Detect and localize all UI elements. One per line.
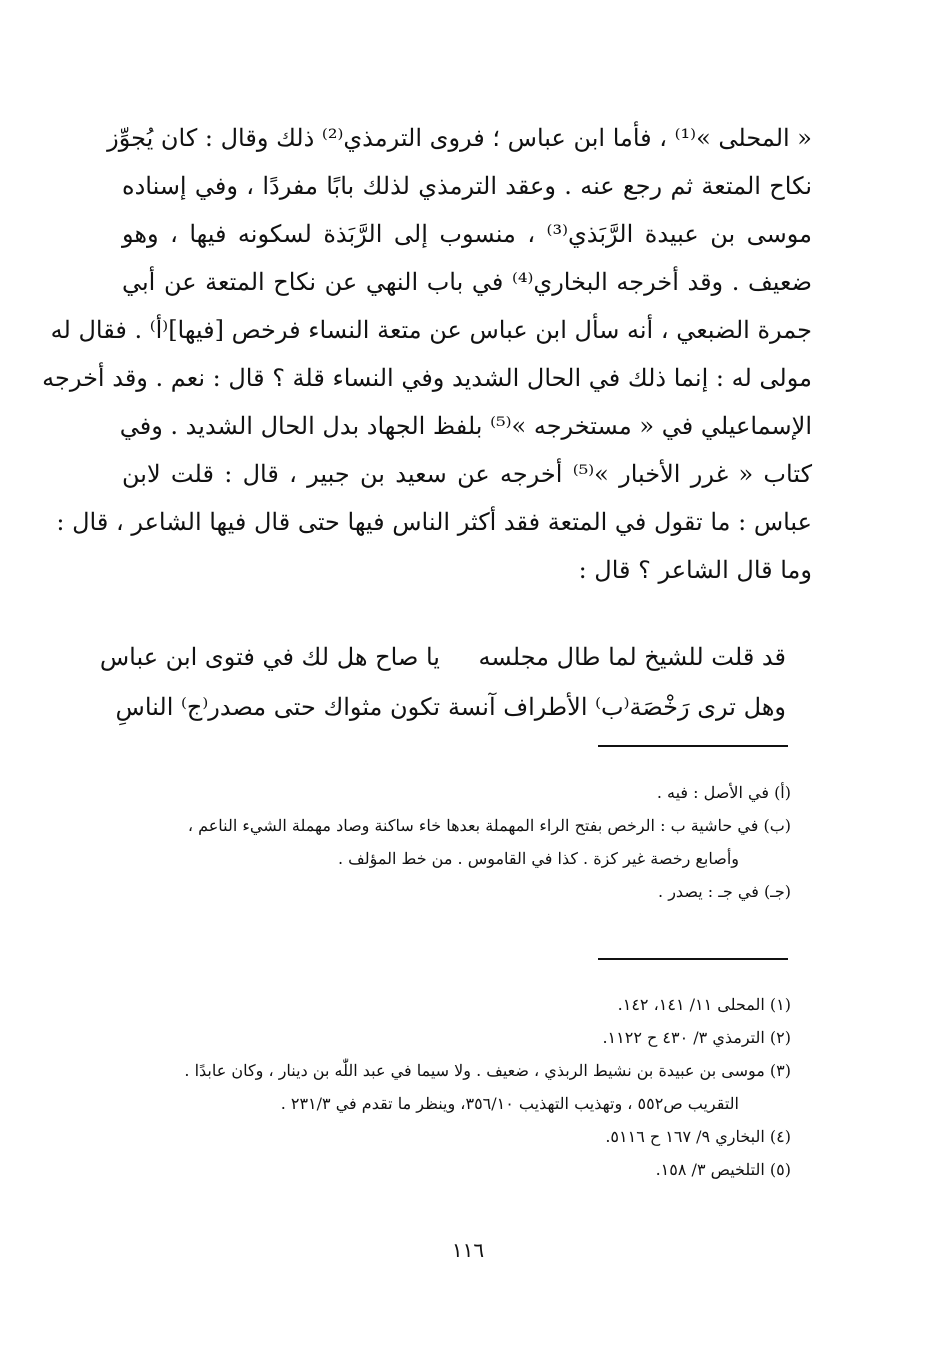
- note-text: (ب) في حاشية ب : الرخص بفتح الراء المهملة بعدها خاء ساكنة وصاد مهملة الشيء الناعم ،: [187, 816, 791, 835]
- verse-second-hemistich: تكون مثواك حتى مصدر⁽ج⁾ الناسِ: [115, 693, 440, 721]
- main-text-line: نكاح المتعة ثم رجع عنه . وعقد الترمذي لذلك بابًا مفردًا ، وفي إسناده: [122, 172, 812, 200]
- poem-verse: [99, 632, 786, 682]
- note-text: (٢) الترمذي ٣/ ٤٣٠ ح ١١٢٢.: [602, 1028, 791, 1047]
- poem: [99, 632, 786, 732]
- verse-second-hemistich: يا صاح هل لك في فتوى ابن عباس: [99, 643, 440, 671]
- main-text-line: ضعيف . وقد أخرجه البخاري⁽⁴⁾ في باب النهي عن نكاح المتعة عن أبي: [122, 268, 813, 296]
- page-number: ١١٦: [451, 1238, 485, 1262]
- note-text: (أ) في الأصل : فيه .: [656, 783, 791, 802]
- note-text: (٤) البخاري ٩/ ١٦٧ ح ٥١١٦.: [605, 1127, 791, 1146]
- reference-notes: [131, 988, 791, 1186]
- verse-first-hemistich: وهل ترى رَخْصَة⁽ب⁾ الأطراف آنسة: [447, 693, 786, 721]
- note-text: (٣) موسى بن عبيدة بن نشيط الربذي ، ضعيف . ولا سيما في عبد اللّٰه بن دينار ، وكان عابدًا .: [184, 1061, 791, 1080]
- footnote-divider: [598, 958, 788, 960]
- note-text: (١) المحلى ١١/ ١٤١، ١٤٢.: [617, 995, 791, 1014]
- main-text-line: مولى له : إنما ذلك في الحال الشديد وفي النساء قلة ؟ قال : نعم . وقد أخرجه: [42, 364, 812, 392]
- reference-note: [131, 1021, 791, 1054]
- main-text-line: الإسماعيلي في « مستخرجه »⁽⁵⁾ بلفظ الجهاد بدل الحال الشديد . وفي: [119, 412, 812, 440]
- main-text-line: كتاب « غرر الأخبار »⁽⁵⁾ أخرجه عن سعيد بن جبير ، قال : قلت لابن: [122, 460, 812, 488]
- main-text: [42, 114, 813, 594]
- reference-note: [131, 1054, 791, 1120]
- reference-note: [131, 1153, 791, 1186]
- main-text-line: « المحلى »⁽¹⁾ ، فأما ابن عباس ؛ فروى الترمذي⁽²⁾ ذلك وقال : كان يُجوِّز: [107, 124, 812, 152]
- main-text-line: موسى بن عبيدة الرَّبَذي⁽³⁾ ، منسوب إلى الرَّبَذة لسكونه فيها ، وهو: [122, 220, 812, 248]
- poem-verse: [115, 682, 786, 732]
- main-text-line: وما قال الشاعر ؟ قال :: [578, 556, 812, 584]
- reference-note: [131, 988, 791, 1021]
- editorial-note: [131, 875, 791, 908]
- verse-first-hemistich: قد قلت للشيخ لما طال مجلسه: [478, 643, 786, 671]
- note-text: (٥) التلخيص ٣/ ١٥٨.: [655, 1160, 791, 1179]
- note-continuation: التقريب ص٥٥٢ ، وتهذيب التهذيب ٣٥٦/١٠، وينظر ما تقدم في ٢٣١/٣ .: [280, 1094, 739, 1113]
- note-continuation: وأصابع رخصة غير كزة . كذا في القاموس . من خط المؤلف .: [337, 849, 739, 868]
- main-text-line: عباس : ما تقول في المتعة فقد أكثر الناس فيها حتى قال فيها الشاعر ، قال :: [56, 508, 812, 536]
- note-text: (جـ) في جـ : يصدر .: [658, 882, 791, 901]
- editorial-note: [131, 776, 791, 809]
- footnote-divider: [598, 745, 788, 747]
- editorial-note: [131, 809, 791, 875]
- reference-note: [131, 1120, 791, 1153]
- main-text-line: جمرة الضبعي ، أنه سأل ابن عباس عن متعة النساء فرخص [فيها]⁽أ⁾ . فقال له: [50, 316, 812, 344]
- editorial-notes: [131, 776, 791, 908]
